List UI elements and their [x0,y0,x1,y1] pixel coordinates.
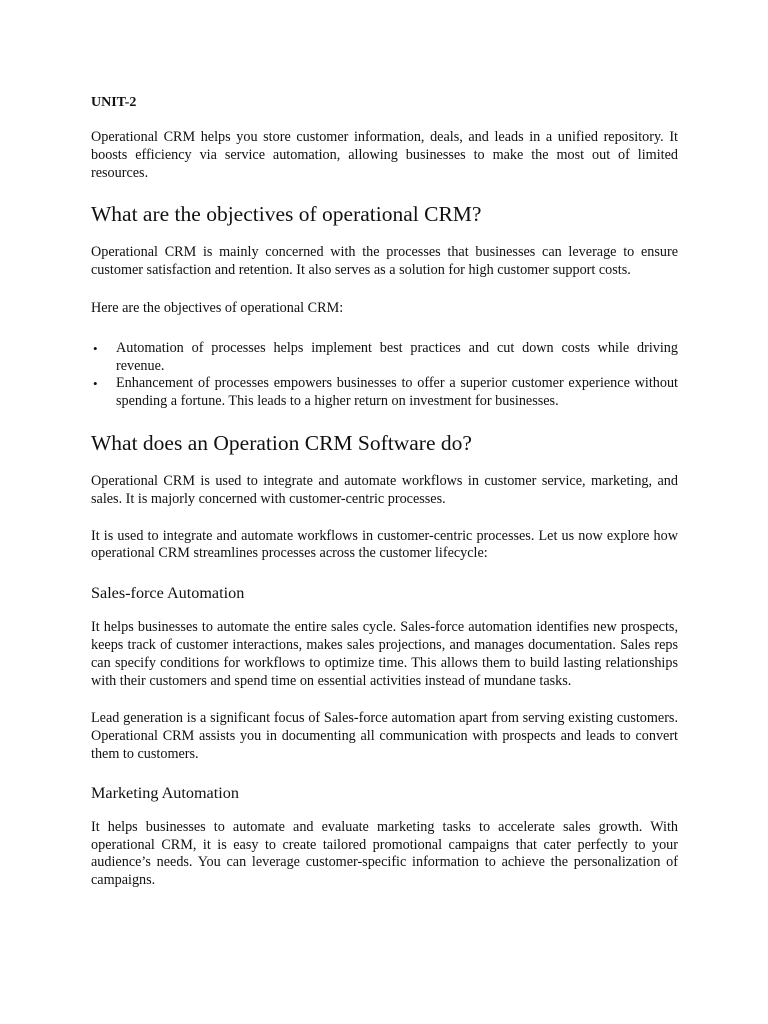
software-heading: What does an Operation CRM Software do? [91,430,472,455]
marketing-heading: Marketing Automation [91,783,239,802]
document-page [91,94,678,890]
objectives-paragraph: Operational CRM is mainly concerned with the processes that businesses can leverage to ensure customer satisfaction and retention. It also serves as a solution for high customer support costs. [91,244,678,279]
sales-force-heading: Sales-force Automation [91,584,245,603]
unit-label: UNIT-2 [91,95,137,110]
intro-paragraph: Operational CRM helps you store customer information, deals, and leads in a unified repository. It boosts efficiency via service automation, allowing businesses to make the most out of limited resources. [91,129,678,181]
objectives-heading: What are the objectives of operational CRM? [91,202,482,227]
list-item-text: Automation of processes helps implement best practices and cut down costs while driving revenue. [116,339,678,374]
list-item [91,375,678,411]
list-item-text: Enhancement of processes empowers businesses to offer a superior customer experience without spending a fortune. This leads to a higher return on investment for businesses. [116,375,678,410]
sales-force-paragraph-2: Lead generation is a significant focus of Sales-force automation apart from serving existing customers. Operational CRM assists you in documenting all communication with prospects and leads to convert them to customers. [91,710,678,762]
bullet-icon: • [93,376,98,392]
marketing-paragraph: It helps businesses to automate and evaluate marketing tasks to accelerate sales growth. With operational CRM, it is easy to create tailored promotional campaigns that cater perfectly to your audience’s needs. You can leverage customer-specific information to achieve the personalization of campaigns. [91,818,678,889]
software-paragraph-2: It is used to integrate and automate workflows in customer-centric processes. Let us now explore how operational CRM streamlines processes across the customer lifecycle: [91,527,678,562]
software-paragraph-1: Operational CRM is used to integrate and automate workflows in customer service, marketing, and sales. It is majorly concerned with customer-centric processes. [91,472,678,507]
objectives-list [91,340,678,411]
bullet-icon: • [93,340,98,356]
objectives-intro-line: Here are the objectives of operational CRM: [91,299,344,316]
sales-force-paragraph-1: It helps businesses to automate the entire sales cycle. Sales-force automation identifies new prospects, keeps track of customer interactions, makes sales projections, and manages documentation. Sales reps can specify conditions for workflows to optimize time. This allows them to build lasting relationships with their customers and spend time on essential activities instead of mundane tasks. [91,619,678,689]
list-item [91,340,678,376]
